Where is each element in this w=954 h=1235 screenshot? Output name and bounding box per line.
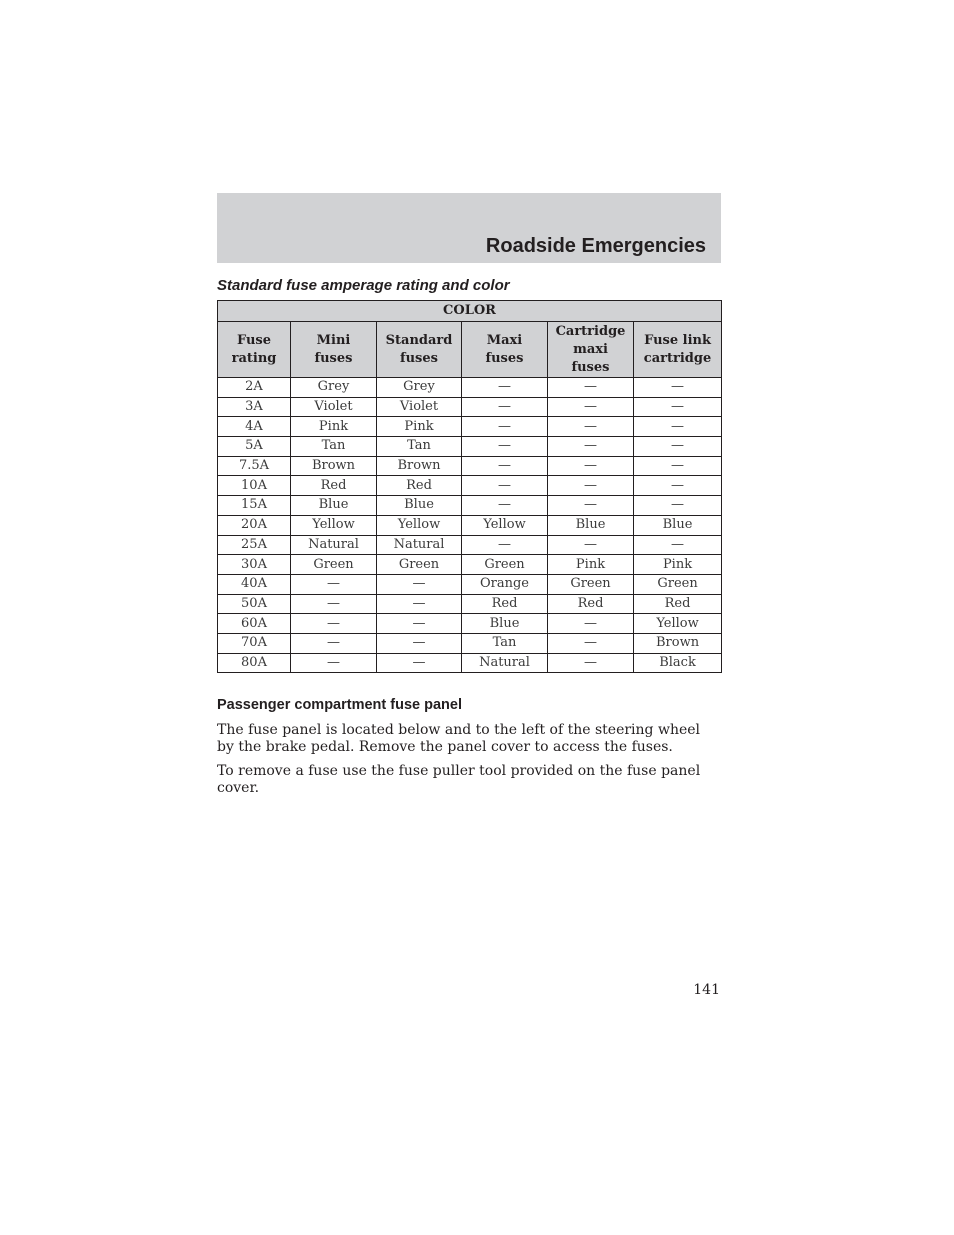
color-cell: — [462, 535, 548, 555]
color-cell: — [634, 378, 722, 398]
color-cell: — [548, 614, 634, 634]
color-cell: — [634, 535, 722, 555]
table-row [218, 653, 722, 673]
color-cell: — [548, 437, 634, 457]
color-cell: Pink [377, 417, 462, 437]
table-row [218, 496, 722, 516]
column-header-line: Standard [385, 332, 453, 348]
column-header [462, 322, 548, 378]
color-cell: Tan [377, 437, 462, 457]
color-cell: — [548, 378, 634, 398]
fuse-rating-cell: 15A [218, 496, 291, 516]
fuse-rating-cell: 80A [218, 653, 291, 673]
fuse-rating-cell: 40A [218, 574, 291, 594]
color-cell: — [462, 456, 548, 476]
color-cell: Violet [377, 397, 462, 417]
color-cell: — [634, 476, 722, 496]
table-row [218, 594, 722, 614]
color-cell: Red [291, 476, 377, 496]
color-cell: — [548, 397, 634, 417]
color-cell: — [634, 397, 722, 417]
color-cell: — [377, 574, 462, 594]
table-row [218, 378, 722, 398]
column-header-line: fuses [571, 359, 610, 375]
column-header-line: fuses [485, 350, 524, 366]
color-cell: — [462, 496, 548, 516]
color-cell: Blue [291, 496, 377, 516]
color-cell: Blue [548, 515, 634, 535]
fuse-rating-cell: 3A [218, 397, 291, 417]
color-cell: — [291, 614, 377, 634]
table-row [218, 633, 722, 653]
color-cell: — [462, 417, 548, 437]
color-cell: Pink [548, 555, 634, 575]
column-header [634, 322, 722, 378]
color-cell: Green [548, 574, 634, 594]
color-cell: Red [462, 594, 548, 614]
color-cell: — [462, 378, 548, 398]
color-cell: — [634, 417, 722, 437]
color-cell: Pink [634, 555, 722, 575]
color-cell: Green [634, 574, 722, 594]
color-cell: Yellow [462, 515, 548, 535]
table-row [218, 397, 722, 417]
color-cell: — [291, 574, 377, 594]
color-cell: — [548, 417, 634, 437]
color-cell: — [377, 594, 462, 614]
color-cell: Red [634, 594, 722, 614]
color-cell: Orange [462, 574, 548, 594]
color-cell: Brown [634, 633, 722, 653]
fuse-rating-cell: 50A [218, 594, 291, 614]
color-cell: — [462, 437, 548, 457]
section-heading: Passenger compartment fuse panel [217, 697, 462, 713]
color-cell: Grey [291, 378, 377, 398]
color-cell: Grey [377, 378, 462, 398]
color-cell: — [548, 535, 634, 555]
table-row [218, 535, 722, 555]
color-cell: Tan [291, 437, 377, 457]
column-header-line: fuses [314, 350, 353, 366]
color-cell: Red [377, 476, 462, 496]
fuse-rating-cell: 2A [218, 378, 291, 398]
table-row [218, 417, 722, 437]
color-cell: — [548, 653, 634, 673]
color-cell: Violet [291, 397, 377, 417]
table-row [218, 456, 722, 476]
color-cell: — [634, 456, 722, 476]
color-cell: Yellow [291, 515, 377, 535]
column-header-line: maxi [573, 341, 608, 357]
color-cell: Blue [377, 496, 462, 516]
section-title: Roadside Emergencies [485, 235, 706, 257]
color-cell: Black [634, 653, 722, 673]
color-cell: Yellow [634, 614, 722, 634]
paragraph-fuse-location: The fuse panel is located below and to the left of the steering wheel by the brake pedal. Remove the panel cover to access the fuses. [217, 722, 701, 755]
color-cell: Natural [291, 535, 377, 555]
color-cell: Blue [462, 614, 548, 634]
fuse-rating-cell: 4A [218, 417, 291, 437]
fuse-rating-cell: 25A [218, 535, 291, 555]
color-cell: Yellow [377, 515, 462, 535]
fuse-rating-cell: 60A [218, 614, 291, 634]
table-row [218, 437, 722, 457]
column-header-line: Cartridge [555, 323, 626, 339]
column-header-line: fuses [400, 350, 438, 366]
color-cell: — [548, 476, 634, 496]
column-header-row [218, 322, 722, 378]
column-header-line: Maxi [486, 332, 523, 348]
color-cell: — [548, 456, 634, 476]
color-cell: Green [291, 555, 377, 575]
fuse-rating-cell: 30A [218, 555, 291, 575]
color-cell: Natural [462, 653, 548, 673]
column-header [548, 322, 634, 378]
column-header-line: Fuse [236, 332, 272, 348]
color-group-header: COLOR [218, 301, 722, 322]
column-header-line: Mini [316, 332, 351, 348]
color-cell: Pink [291, 417, 377, 437]
fuse-rating-cell: 5A [218, 437, 291, 457]
table-row [218, 476, 722, 496]
section-header-band [217, 193, 721, 263]
color-cell: — [377, 653, 462, 673]
color-cell: Tan [462, 633, 548, 653]
color-cell: — [377, 614, 462, 634]
table-row [218, 555, 722, 575]
color-cell: — [291, 633, 377, 653]
color-cell: Red [548, 594, 634, 614]
color-cell: — [634, 496, 722, 516]
color-cell: Brown [377, 456, 462, 476]
color-cell: Green [377, 555, 462, 575]
column-header-line: cartridge [643, 350, 712, 366]
fuse-rating-cell: 10A [218, 476, 291, 496]
column-header-line: rating [231, 350, 277, 366]
color-cell: — [377, 633, 462, 653]
color-cell: — [462, 397, 548, 417]
fuse-rating-cell: 7.5A [218, 456, 291, 476]
color-cell: — [291, 594, 377, 614]
color-cell: — [548, 633, 634, 653]
table-row [218, 614, 722, 634]
color-cell: — [462, 476, 548, 496]
color-cell: Blue [634, 515, 722, 535]
color-cell: — [291, 653, 377, 673]
column-header [218, 322, 291, 378]
fuse-color-table [217, 300, 722, 673]
column-header [291, 322, 377, 378]
column-header-line: Fuse link [644, 332, 711, 348]
paragraph-fuse-removal: To remove a fuse use the fuse puller tool provided on the fuse panel cover. [217, 763, 701, 796]
fuse-rating-cell: 70A [218, 633, 291, 653]
color-cell: — [634, 437, 722, 457]
color-cell: — [548, 496, 634, 516]
fuse-rating-cell: 20A [218, 515, 291, 535]
color-cell: Brown [291, 456, 377, 476]
color-cell: Green [462, 555, 548, 575]
page-number: 141 [693, 982, 720, 998]
table-title: Standard fuse amperage rating and color [217, 277, 510, 294]
color-cell: Natural [377, 535, 462, 555]
table-row [218, 515, 722, 535]
table-body [218, 378, 722, 673]
table-row [218, 574, 722, 594]
column-header [377, 322, 462, 378]
